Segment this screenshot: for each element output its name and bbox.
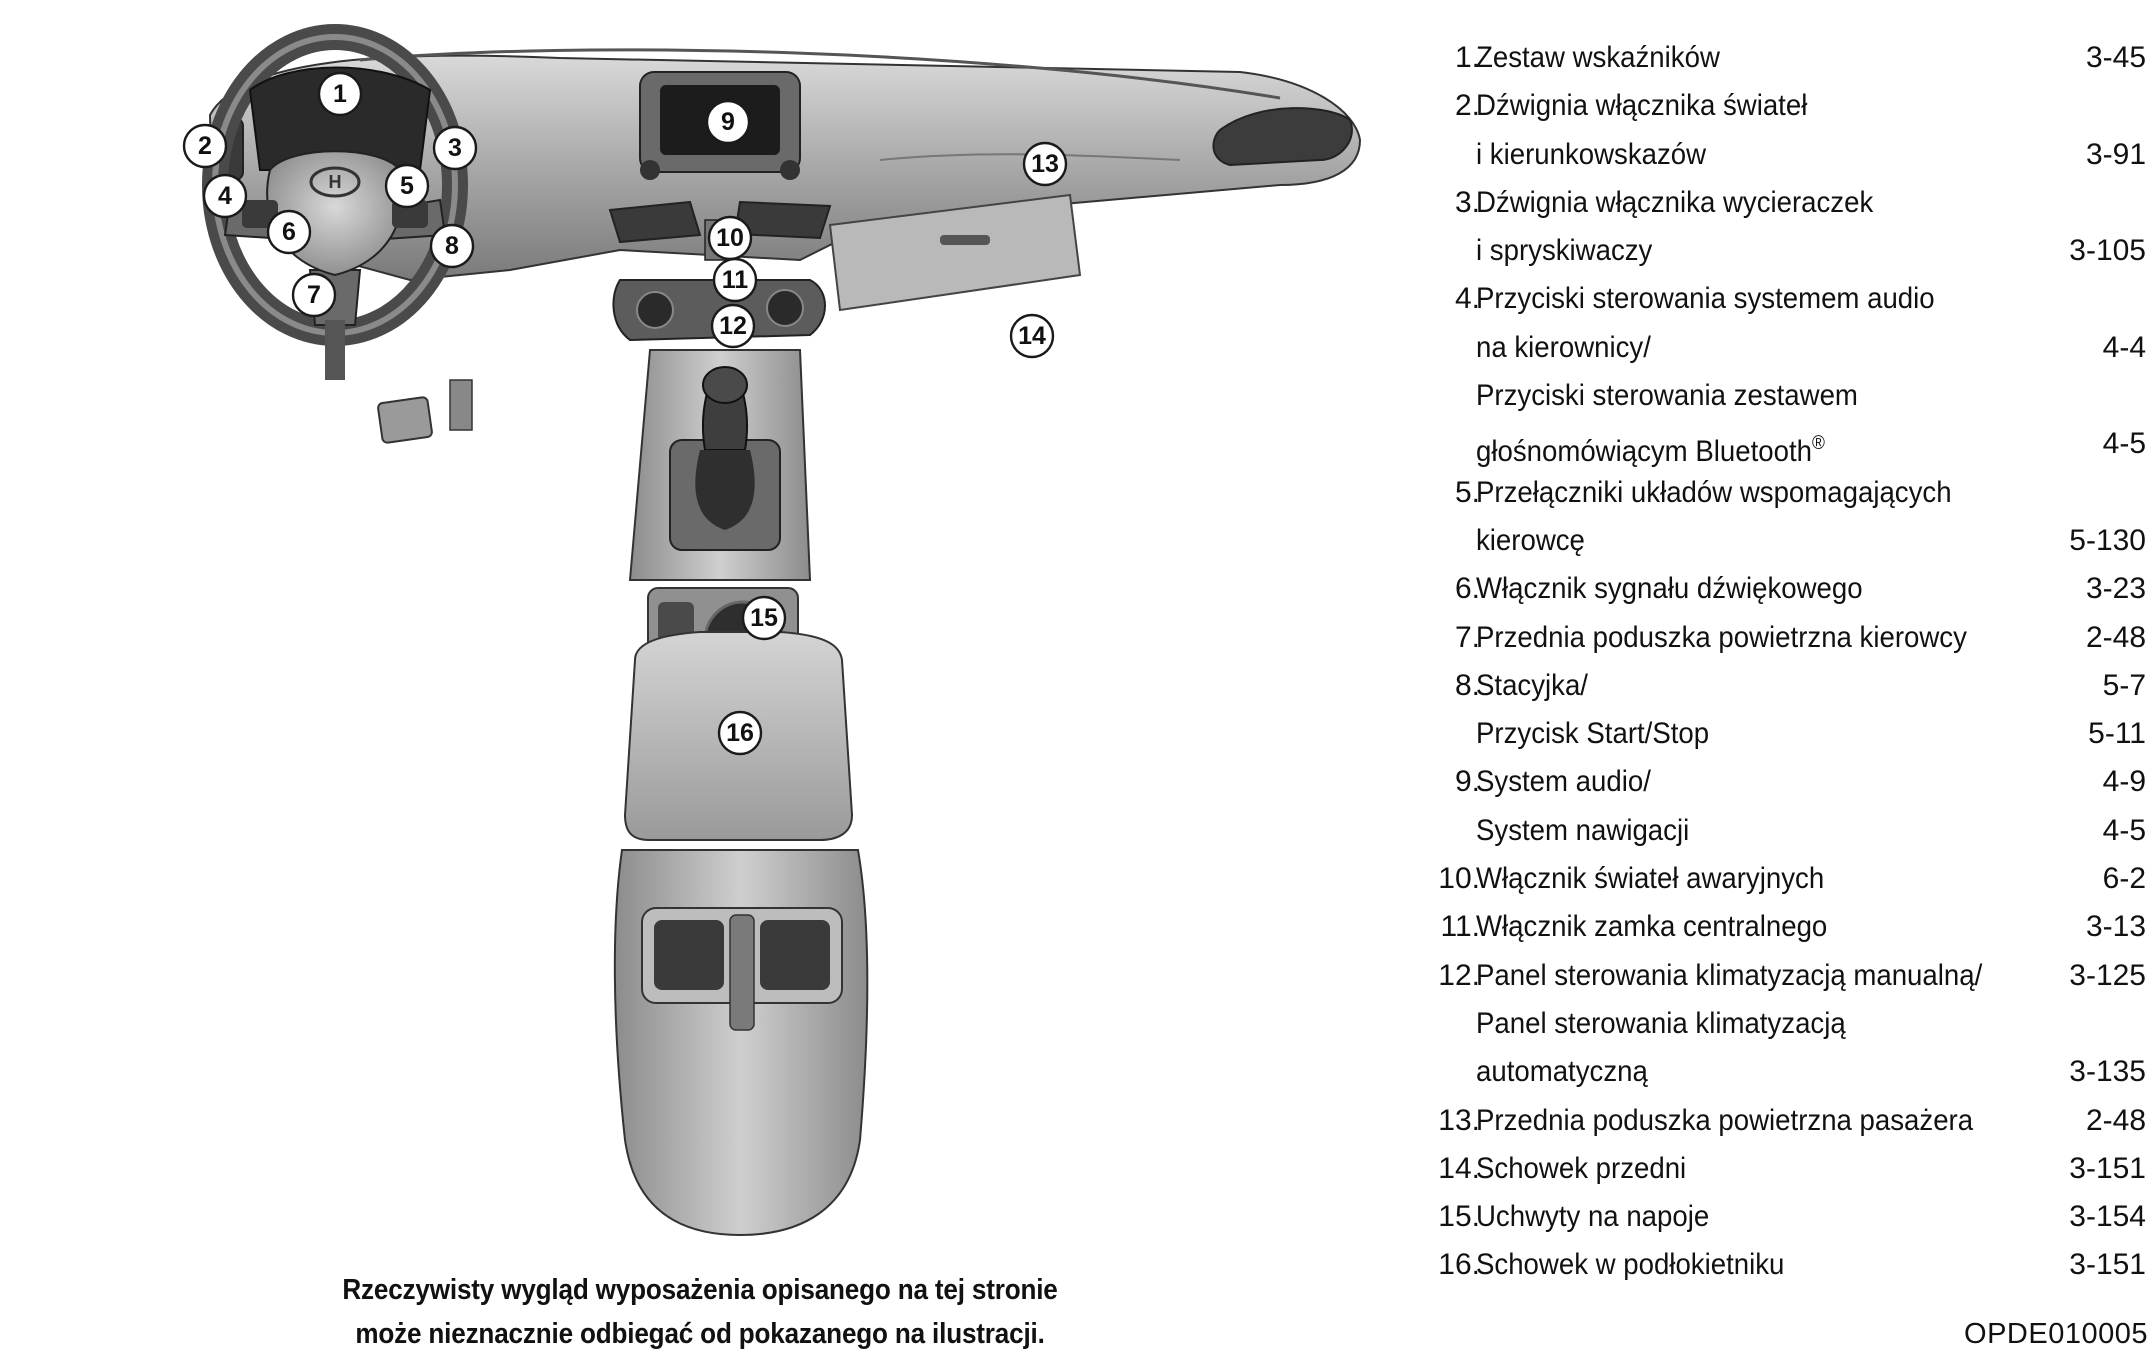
item-description-text: automatyczną <box>1476 1055 1648 1089</box>
list-item-line <box>1420 952 2146 1000</box>
item-description-text: Zestaw wskaźników <box>1476 41 1720 74</box>
item-number: 5. <box>1454 475 1480 509</box>
item-description-text: Uchwyty na napoje <box>1476 1200 1710 1234</box>
svg-text:5: 5 <box>400 172 414 200</box>
list-item-line <box>1420 1000 2146 1048</box>
item-description-text: System audio/ <box>1476 765 1651 799</box>
item-description-text: i kierunkowskazów <box>1476 137 1707 171</box>
callout-14 <box>1011 315 1053 357</box>
page-reference: 5-7 <box>2102 668 2146 702</box>
svg-text:2: 2 <box>198 132 212 160</box>
page-reference: 3-13 <box>2085 910 2146 944</box>
item-description <box>1476 1241 1784 1289</box>
item-description <box>1476 710 1709 758</box>
list-item <box>1420 662 2146 759</box>
item-number: 14. <box>1438 1151 1480 1185</box>
item-description <box>1476 758 1651 806</box>
dashboard-drawing <box>180 20 1420 1260</box>
callout-11 <box>714 259 756 301</box>
list-item <box>1420 1097 2146 1145</box>
item-description <box>1476 82 1807 130</box>
callout-12 <box>712 305 754 347</box>
list-item-line <box>1420 1145 2146 1193</box>
list-item <box>1420 758 2146 855</box>
list-item <box>1420 565 2146 613</box>
item-number: 7. <box>1454 620 1480 654</box>
item-description <box>1476 1097 1973 1145</box>
item-description-text: Dźwignia włącznika wycieraczek <box>1476 185 1874 219</box>
item-number: 12. <box>1438 958 1480 992</box>
list-item-line <box>1420 275 2146 323</box>
list-item-line <box>1420 227 2146 275</box>
item-description-text: Przycisk Start/Stop <box>1476 717 1710 751</box>
item-number: 3. <box>1454 185 1480 219</box>
list-item-line <box>1420 372 2146 420</box>
item-description <box>1476 131 1706 179</box>
item-description <box>1476 275 1935 323</box>
svg-text:H: H <box>328 172 342 192</box>
item-description-text: Schowek przedni <box>1476 1151 1687 1185</box>
item-description-text: Dźwignia włącznika świateł <box>1476 89 1808 123</box>
page-reference: 5-11 <box>2088 717 2146 751</box>
item-description-text: System nawigacji <box>1476 813 1690 847</box>
illustration-caption <box>286 1268 1114 1356</box>
page-reference: 4-5 <box>2102 813 2146 847</box>
list-item <box>1420 614 2146 662</box>
callout-15 <box>743 597 785 639</box>
item-description <box>1476 517 1585 565</box>
list-item <box>1420 275 2146 468</box>
svg-text:11: 11 <box>721 266 749 294</box>
list-item-line <box>1420 1097 2146 1145</box>
svg-text:8: 8 <box>445 232 459 260</box>
svg-text:10: 10 <box>716 224 744 252</box>
list-item <box>1420 903 2146 951</box>
item-description <box>1476 1145 1686 1193</box>
list-item-line <box>1420 420 2146 468</box>
item-description <box>1476 855 1824 903</box>
item-description <box>1476 469 1952 517</box>
page-reference: 3-105 <box>2069 234 2146 268</box>
list-item <box>1420 1241 2146 1289</box>
item-description <box>1476 903 1827 951</box>
callout-10 <box>709 217 751 259</box>
item-description-text: Przednia poduszka powietrzna kierowcy <box>1476 620 1967 654</box>
svg-text:15: 15 <box>750 604 778 632</box>
page-reference: 2-48 <box>2085 1103 2146 1137</box>
list-item <box>1420 1145 2146 1193</box>
item-description-text: Panel sterowania klimatyzacją <box>1476 1006 1846 1040</box>
page-reference: 3-154 <box>2069 1200 2146 1234</box>
callout-16 <box>719 712 761 754</box>
list-item-line <box>1420 758 2146 806</box>
page-reference: 6-2 <box>2102 862 2146 896</box>
svg-text:13: 13 <box>1031 150 1059 178</box>
item-description-text: Włącznik sygnału dźwiękowego <box>1476 572 1863 606</box>
list-item-line <box>1420 324 2146 372</box>
item-description <box>1476 662 1588 710</box>
callout-1 <box>319 73 361 115</box>
list-item-line <box>1420 1193 2146 1241</box>
list-item <box>1420 1193 2146 1241</box>
callout-4 <box>204 175 246 217</box>
list-item-line <box>1420 662 2146 710</box>
item-description-text: Przednia poduszka powietrzna pasażera <box>1476 1103 1974 1137</box>
caption-line-1: Rzeczywisty wygląd wyposażenia opisanego na tej stronie <box>342 1274 1058 1306</box>
item-description <box>1476 565 1863 613</box>
callout-3 <box>434 127 476 169</box>
item-number: 4. <box>1454 282 1480 316</box>
page-reference: 4-4 <box>2102 330 2146 364</box>
list-item-line <box>1420 855 2146 903</box>
page-reference: 3-125 <box>2069 958 2146 992</box>
item-description <box>1476 952 1982 1000</box>
item-description <box>1476 179 1873 227</box>
list-item-line <box>1420 903 2146 951</box>
callout-9 <box>707 101 749 143</box>
item-description-text: i spryskiwaczy <box>1476 234 1653 268</box>
svg-text:1: 1 <box>333 80 347 108</box>
item-description <box>1476 807 1689 855</box>
callout-8 <box>431 225 473 267</box>
callout-5 <box>386 165 428 207</box>
item-description <box>1476 372 1858 420</box>
svg-text:4: 4 <box>218 182 232 210</box>
item-description-text: Przyciski sterowania zestawem <box>1476 379 1858 413</box>
image-code: OPDE010005 <box>1964 1318 2148 1350</box>
svg-text:16: 16 <box>726 719 754 747</box>
list-item-line <box>1420 179 2146 227</box>
list-item-line <box>1420 517 2146 565</box>
item-number: 10. <box>1438 862 1480 896</box>
page-reference: 3-23 <box>2085 572 2146 606</box>
item-description-text: Włącznik świateł awaryjnych <box>1476 862 1825 896</box>
list-item-line <box>1420 1048 2146 1096</box>
item-description <box>1476 614 1967 662</box>
item-description <box>1476 227 1652 275</box>
item-description-text: Stacyjka/ <box>1476 668 1588 702</box>
item-number: 11. <box>1440 910 1480 944</box>
page-reference: 2-48 <box>2085 620 2146 654</box>
callout-13 <box>1024 143 1066 185</box>
page-reference: 4-5 <box>2102 427 2146 461</box>
item-description <box>1476 1000 1846 1048</box>
item-number: 13. <box>1438 1103 1480 1137</box>
list-item-line <box>1420 710 2146 758</box>
list-item-line <box>1420 565 2146 613</box>
item-description <box>1476 324 1651 372</box>
item-number: 15. <box>1438 1200 1480 1234</box>
item-number: 2. <box>1454 89 1480 123</box>
item-number: 16. <box>1438 1248 1480 1282</box>
svg-text:9: 9 <box>721 108 735 136</box>
caption-line-2: może nieznacznie odbiegać od pokazanego na ilustracji. <box>355 1318 1045 1350</box>
page-reference: 4-9 <box>2102 765 2146 799</box>
item-description-text: głośnomówiącym Bluetooth <box>1476 435 1812 469</box>
item-description-text: Panel sterowania klimatyzacją manualną/ <box>1476 958 1983 992</box>
item-description-text: kierowcę <box>1476 523 1585 557</box>
list-item-line <box>1420 82 2146 130</box>
page-reference: 3-135 <box>2069 1055 2146 1089</box>
list-item-line <box>1420 807 2146 855</box>
component-list <box>1420 34 2146 1290</box>
list-item <box>1420 469 2146 566</box>
svg-text:6: 6 <box>282 218 296 246</box>
item-description <box>1476 1193 1709 1241</box>
item-number: 6. <box>1454 572 1480 606</box>
item-number: 8. <box>1454 668 1480 702</box>
list-item <box>1420 82 2146 179</box>
registered-mark: ® <box>1811 433 1825 455</box>
item-description <box>1476 34 1720 82</box>
list-item <box>1420 952 2146 1097</box>
svg-text:7: 7 <box>307 281 321 309</box>
list-item-line <box>1420 469 2146 517</box>
item-description-text: Włącznik zamka centralnego <box>1476 910 1828 944</box>
list-item <box>1420 179 2146 276</box>
page-reference: 3-151 <box>2069 1151 2146 1185</box>
page-reference: 3-91 <box>2085 137 2146 171</box>
page-reference: 5-130 <box>2069 523 2146 557</box>
callout-6 <box>268 211 310 253</box>
item-number: 1. <box>1454 41 1480 74</box>
list-item-line <box>1420 34 2146 82</box>
list-item-line <box>1420 1241 2146 1289</box>
item-number: 9. <box>1454 765 1480 799</box>
page-reference: 3-151 <box>2069 1248 2146 1282</box>
svg-text:12: 12 <box>719 312 747 340</box>
callout-2 <box>184 125 226 167</box>
item-description <box>1476 1048 1648 1096</box>
dashboard-illustration <box>180 20 1420 1260</box>
list-item-line <box>1420 131 2146 179</box>
svg-text:3: 3 <box>448 134 462 162</box>
item-description-text: Przełączniki układów wspomagających <box>1476 475 1952 509</box>
item-description-text: na kierownicy/ <box>1476 330 1651 364</box>
list-item <box>1420 34 2146 82</box>
callout-7 <box>293 274 335 316</box>
list-item <box>1420 855 2146 903</box>
list-item-line <box>1420 614 2146 662</box>
item-description-text: Schowek w podłokietniku <box>1476 1248 1785 1282</box>
page-reference: 3-45 <box>2085 41 2146 74</box>
svg-text:14: 14 <box>1018 322 1046 350</box>
item-description-text: Przyciski sterowania systemem audio <box>1476 282 1935 316</box>
